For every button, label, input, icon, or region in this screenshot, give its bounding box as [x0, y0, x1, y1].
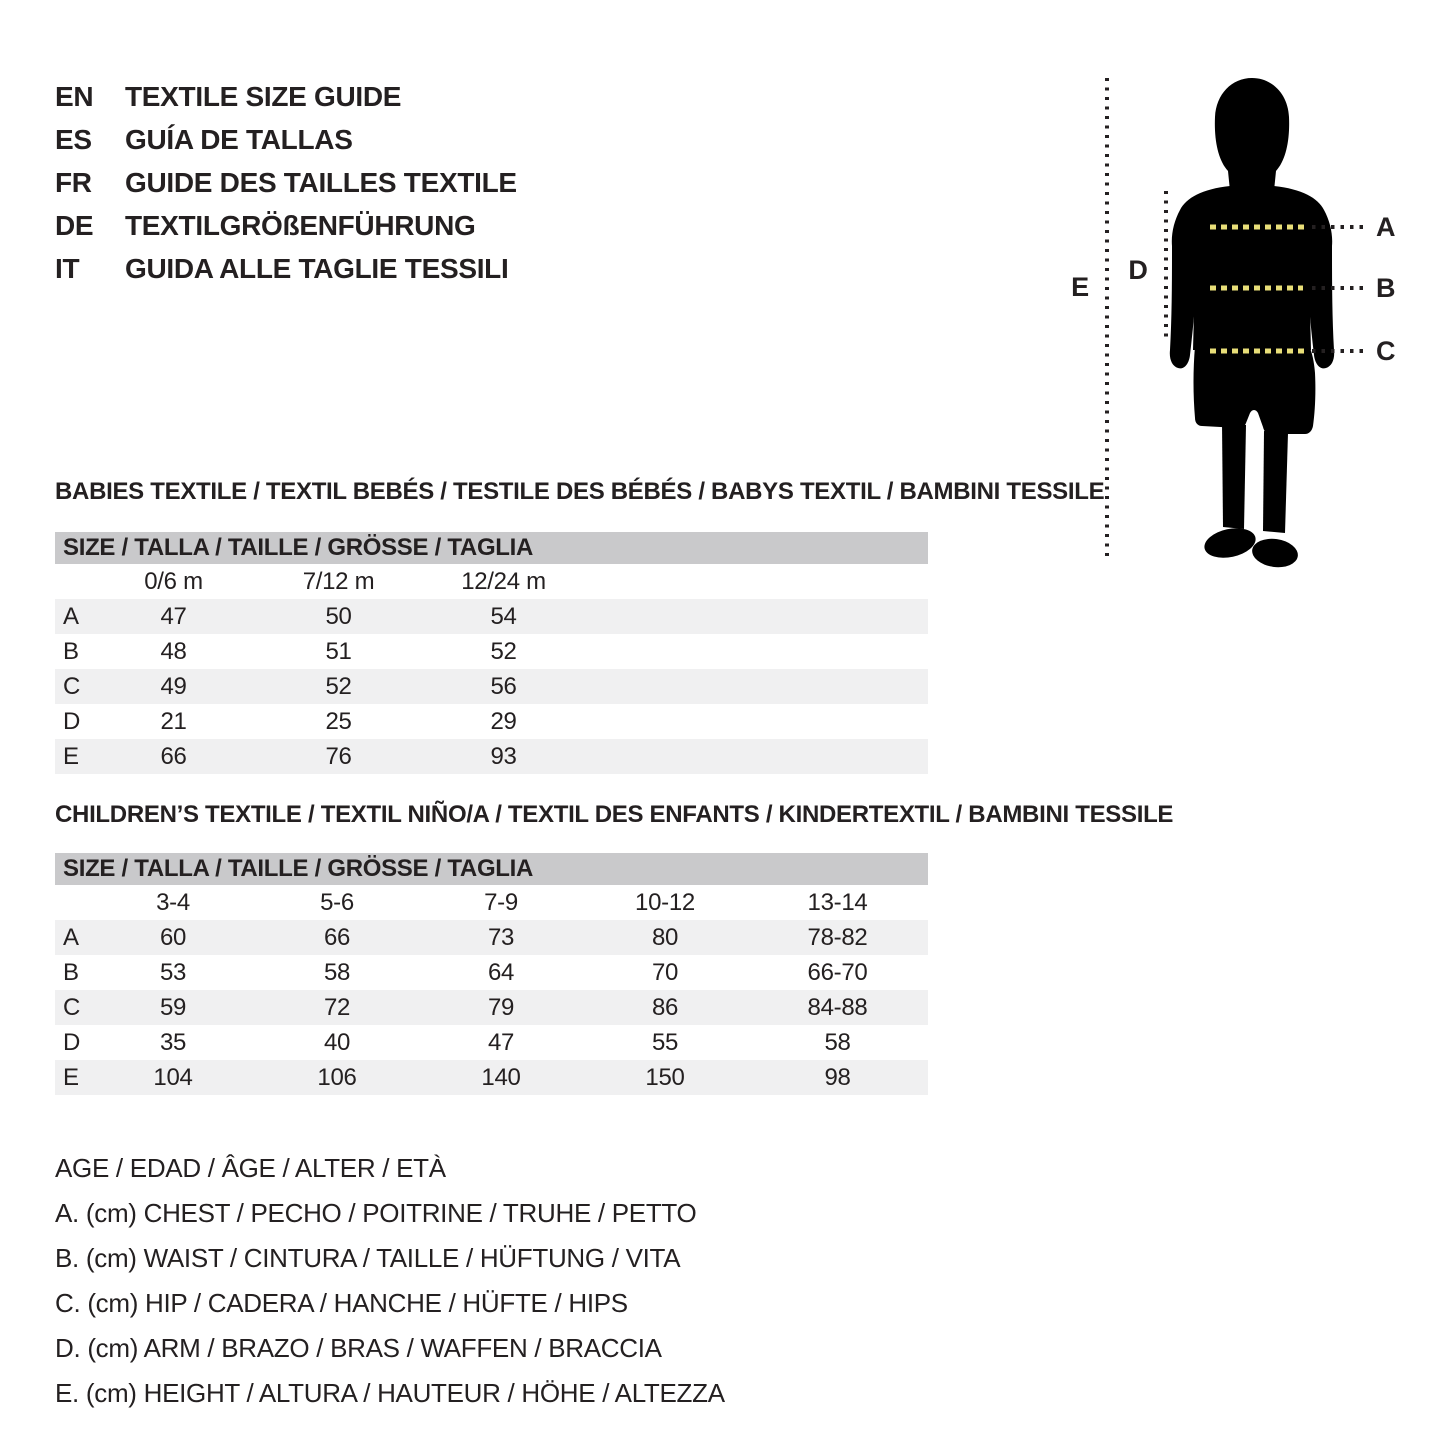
children-age-column: 3-4 [156, 889, 190, 916]
language-title-it: GUIDA ALLE TAGLIE TESSILI [125, 253, 509, 284]
babies-table-row-e [55, 739, 928, 774]
babies-age-header-row [55, 564, 928, 599]
babies-age-column: 0/6 m [144, 568, 203, 595]
cell-value: 86 [651, 994, 679, 1021]
child-measurement-figure [1060, 65, 1400, 585]
cell-value: 70 [651, 959, 679, 986]
children-table-row-d [55, 1025, 928, 1060]
children-table-row-e [55, 1060, 928, 1095]
children-size-table [55, 853, 928, 1095]
children-size-header-band: SIZE / TALLA / TAILLE / GRÖSSE / TAGLIA [55, 853, 928, 885]
babies-table-row-b [55, 634, 928, 669]
cell-value: 52 [325, 673, 352, 700]
silhouette-left-leg [1222, 423, 1246, 529]
row-label: B [63, 959, 79, 986]
cell-value: 52 [490, 638, 517, 665]
babies-age-column: 12/24 m [461, 568, 546, 595]
babies-section-title: BABIES TEXTILE / TEXTIL BEBÉS / TESTILE DES BÉBÉS / BABYS TEXTIL / BAMBINI TESSILE [55, 478, 1105, 505]
legend-line-arm: D. (cm) ARM / BRAZO / BRAS / WAFFEN / BRACCIA [55, 1333, 662, 1363]
babies-table-row-c [55, 669, 928, 704]
row-label: A [63, 924, 79, 951]
cell-value: 66 [160, 743, 187, 770]
babies-size-header-band: SIZE / TALLA / TAILLE / GRÖSSE / TAGLIA [55, 532, 928, 564]
legend-line-age: AGE / EDAD / ÂGE / ALTER / ETÀ [55, 1153, 446, 1183]
language-code-es: ES [55, 124, 92, 155]
cell-value: 54 [490, 603, 517, 630]
legend-line-height: E. (cm) HEIGHT / ALTURA / HAUTEUR / HÖHE / ALTEZZA [55, 1378, 725, 1408]
legend-line-hip: C. (cm) HIP / CADERA / HANCHE / HÜFTE / HIPS [55, 1288, 628, 1318]
children-table-row-c [55, 990, 928, 1025]
cell-value: 59 [159, 994, 187, 1021]
row-label: E [63, 1064, 79, 1091]
language-row-de [55, 204, 517, 247]
row-label: E [63, 743, 79, 770]
cell-value: 25 [325, 708, 352, 735]
cell-value: 29 [490, 708, 517, 735]
cell-value: 51 [325, 638, 352, 665]
cell-value: 60 [159, 924, 187, 951]
cell-value: 50 [325, 603, 352, 630]
children-table-row-a [55, 920, 928, 955]
language-code-fr: FR [55, 167, 92, 198]
children-age-column: 7-9 [484, 889, 518, 916]
silhouette-right-shoe [1250, 536, 1299, 570]
cell-value: 104 [153, 1064, 193, 1091]
language-code-de: DE [55, 210, 94, 241]
children-age-header-row [55, 885, 928, 920]
figure-label-a: A [1376, 212, 1396, 242]
language-title-fr: GUIDE DES TAILLES TEXTILE [125, 167, 517, 198]
cell-value: 55 [651, 1029, 679, 1056]
language-code-en: EN [55, 81, 94, 112]
cell-value: 49 [160, 673, 187, 700]
cell-value: 66 [323, 924, 351, 951]
child-silhouette [1170, 78, 1334, 570]
babies-table-row-d [55, 704, 928, 739]
empty-corner-cell [55, 564, 91, 599]
empty-corner-cell [55, 885, 91, 920]
figure-label-c: C [1376, 336, 1396, 366]
row-label: C [63, 994, 81, 1021]
legend-line-chest: A. (cm) CHEST / PECHO / POITRINE / TRUHE / PETTO [55, 1198, 697, 1228]
cell-value: 98 [824, 1064, 851, 1091]
row-label: A [63, 603, 79, 630]
cell-value: 79 [487, 994, 515, 1021]
figure-label-d: D [1128, 255, 1148, 285]
language-row-en [55, 75, 517, 118]
cell-value: 40 [323, 1029, 351, 1056]
cell-value: 72 [323, 994, 351, 1021]
children-table-row-b [55, 955, 928, 990]
cell-value: 66-70 [807, 959, 868, 986]
cell-value: 106 [317, 1064, 357, 1091]
cell-value: 78-82 [807, 924, 868, 951]
row-label: B [63, 638, 79, 665]
cell-value: 80 [651, 924, 679, 951]
language-title-es: GUÍA DE TALLAS [125, 124, 353, 155]
cell-value: 84-88 [807, 994, 868, 1021]
babies-size-table [55, 532, 928, 774]
cell-value: 73 [487, 924, 515, 951]
cell-value: 140 [481, 1064, 521, 1091]
language-title-en: TEXTILE SIZE GUIDE [125, 81, 402, 112]
row-label: D [63, 708, 81, 735]
cell-value: 93 [490, 743, 517, 770]
children-age-column: 10-12 [635, 889, 695, 916]
cell-value: 21 [160, 708, 187, 735]
silhouette-shorts [1194, 346, 1316, 434]
cell-value: 47 [487, 1029, 515, 1056]
cell-value: 58 [323, 959, 351, 986]
language-title-de: TEXTILGRÖßENFÜHRUNG [125, 210, 476, 241]
cell-value: 64 [487, 959, 515, 986]
language-title-block [55, 75, 517, 290]
row-label: D [63, 1029, 81, 1056]
language-row-fr [55, 161, 517, 204]
cell-value: 48 [160, 638, 187, 665]
silhouette-left-shoe [1202, 524, 1259, 562]
cell-value: 47 [160, 603, 187, 630]
figure-label-e: E [1071, 272, 1089, 302]
cell-value: 58 [824, 1029, 851, 1056]
row-label: C [63, 673, 81, 700]
children-section-title: CHILDREN’S TEXTILE / TEXTIL NIÑO/A / TEXTIL DES ENFANTS / KINDERTEXTIL / BAMBINI TESSILE [55, 801, 1174, 828]
silhouette-right-leg [1263, 431, 1288, 533]
measurement-legend [55, 1146, 725, 1416]
cell-value: 56 [490, 673, 517, 700]
figure-label-b: B [1376, 273, 1396, 303]
children-age-column: 13-14 [807, 889, 868, 916]
cell-value: 53 [159, 959, 187, 986]
silhouette-head [1215, 78, 1289, 191]
cell-value: 35 [159, 1029, 187, 1056]
language-row-it [55, 247, 517, 290]
language-code-it: IT [55, 253, 80, 284]
legend-line-waist: B. (cm) WAIST / CINTURA / TAILLE / HÜFTUNG / VITA [55, 1243, 681, 1273]
babies-table-row-a [55, 599, 928, 634]
children-age-column: 5-6 [320, 889, 354, 916]
language-row-es [55, 118, 517, 161]
babies-age-column: 7/12 m [302, 568, 375, 595]
cell-value: 76 [325, 743, 352, 770]
cell-value: 150 [645, 1064, 685, 1091]
